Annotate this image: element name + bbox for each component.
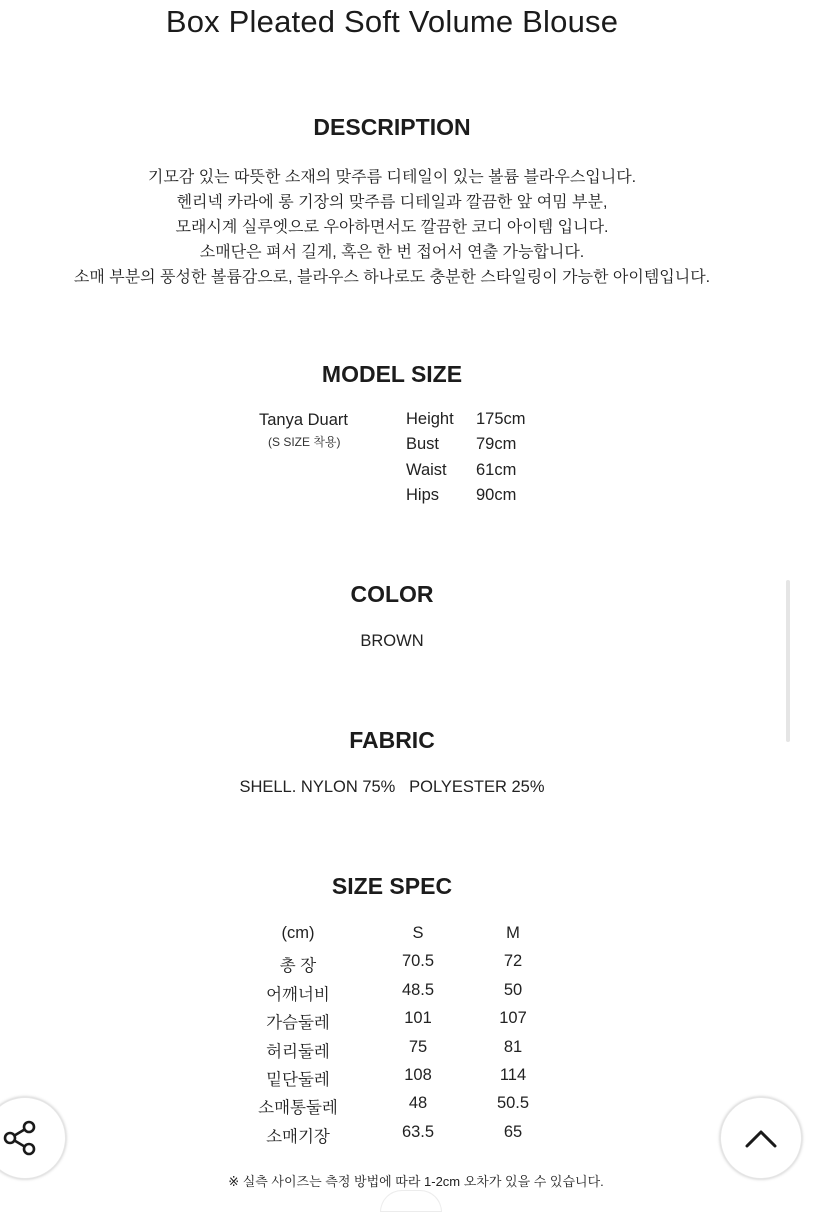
size-spec-table	[0, 924, 784, 1151]
bottom-handle	[380, 1190, 442, 1212]
table-row	[0, 981, 784, 1009]
measurement-label: Bust	[406, 435, 440, 454]
size-spec-heading: SIZE SPEC	[331, 873, 453, 899]
model-size-note: (S SIZE 착용)	[268, 435, 341, 449]
description-text	[0, 165, 784, 290]
table-cell: 가슴둘레	[266, 1014, 330, 1033]
table-cell: 허리둘레	[266, 1042, 330, 1061]
model-measurements	[406, 410, 566, 511]
table-cell: 101	[404, 1009, 432, 1028]
column-header: (cm)	[281, 924, 315, 942]
table-cell: 75	[408, 1037, 428, 1056]
description-line: 소매 부분의 풍성한 볼륨감으로, 블라우스 하나로도 충분한 스타일링이 가능한 아이템입니다.	[73, 269, 711, 286]
table-cell: 72	[503, 952, 523, 971]
table-cell: 밑단둘레	[266, 1070, 330, 1089]
description-line: 헨리넥 카라에 롱 기장의 맞주름 디테일과 깔끔한 앞 여밈 부분,	[176, 194, 608, 211]
share-icon	[1, 1118, 41, 1158]
chevron-up-icon	[743, 1126, 779, 1150]
table-header-row	[0, 924, 784, 952]
table-cell: 50.5	[496, 1094, 530, 1113]
table-row	[0, 1094, 784, 1122]
table-cell: 총 장	[279, 957, 317, 976]
model-name: Tanya Duart	[259, 411, 348, 429]
measurement-value: 79cm	[476, 435, 517, 454]
table-row	[0, 1009, 784, 1037]
table-cell: 소매통둘레	[258, 1099, 338, 1118]
product-title: Box Pleated Soft Volume Blouse	[165, 4, 619, 39]
table-cell: 114	[499, 1065, 527, 1084]
table-cell: 81	[503, 1037, 523, 1056]
scrollbar[interactable]	[786, 580, 790, 742]
measurement-row	[406, 486, 566, 511]
description-line: 소매단은 펴서 길게, 혹은 한 번 접어서 연출 가능합니다.	[199, 244, 585, 261]
table-row	[0, 1123, 784, 1151]
table-cell: 107	[499, 1009, 527, 1028]
measurement-label: Waist	[406, 460, 447, 479]
measurement-label: Hips	[406, 485, 440, 504]
table-cell: 소매기장	[266, 1127, 330, 1146]
measurement-row	[406, 410, 566, 435]
description-line: 모래시계 실루엣으로 우아하면서도 깔끔한 코디 아이템 입니다.	[175, 219, 609, 236]
measurement-row	[406, 435, 566, 460]
table-cell: 48	[408, 1094, 428, 1113]
measurement-value: 175cm	[476, 410, 526, 428]
description-line: 기모감 있는 따뜻한 소재의 맞주름 디테일이 있는 볼륨 블라우스입니다.	[147, 169, 637, 186]
column-header: S	[412, 924, 424, 942]
table-cell: 108	[404, 1065, 432, 1084]
table-cell: 65	[503, 1122, 523, 1141]
measurement-label: Height	[406, 410, 454, 428]
table-cell: 48.5	[401, 980, 435, 999]
table-row	[0, 952, 784, 980]
fabric-value: SHELL. NYLON 75% POLYESTER 25%	[239, 778, 545, 796]
measurement-value: 90cm	[476, 485, 517, 504]
table-row	[0, 1038, 784, 1066]
table-row	[0, 1066, 784, 1094]
fabric-heading: FABRIC	[349, 727, 435, 753]
description-heading: DESCRIPTION	[313, 114, 471, 140]
color-value: BROWN	[360, 632, 424, 650]
measurement-value: 61cm	[476, 460, 517, 479]
color-heading: COLOR	[350, 581, 434, 607]
model-size-heading: MODEL SIZE	[321, 361, 463, 387]
scroll-to-top-button[interactable]	[720, 1097, 802, 1179]
column-header: M	[506, 924, 520, 942]
table-cell: 63.5	[401, 1122, 435, 1141]
table-cell: 어깨너비	[266, 985, 330, 1004]
table-cell: 50	[503, 980, 523, 999]
table-cell: 70.5	[401, 952, 435, 971]
measurement-row	[406, 461, 566, 486]
size-spec-note: ※ 실측 사이즈는 측정 방법에 따라 1-2cm 오차가 있을 수 있습니다.	[228, 1174, 604, 1189]
